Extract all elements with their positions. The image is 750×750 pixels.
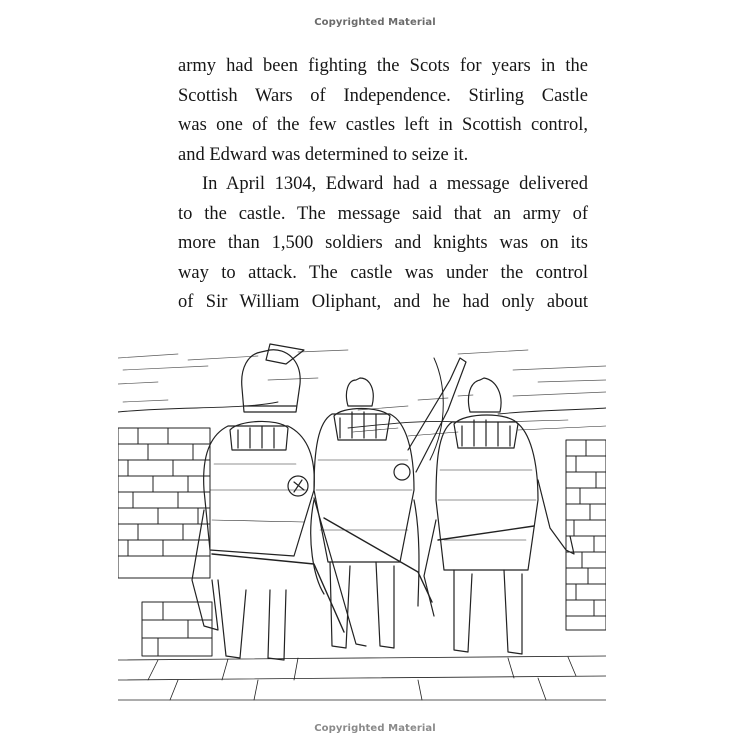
- distant-landscape: [118, 402, 606, 436]
- knights-illustration: [118, 340, 606, 720]
- p2-line-4: way to attack. The castle was under the control: [178, 262, 588, 283]
- knight-right: [424, 378, 574, 654]
- sky-hatching: [118, 350, 606, 410]
- p1-line-4: and Edward was determined to seize it.: [178, 144, 469, 165]
- stone-floor: [118, 656, 606, 700]
- p2-line-3: more than 1,500 soldiers and knights was on its: [178, 233, 588, 253]
- p2-line-1: In April 1304, Edward had a message delivered: [202, 174, 588, 194]
- right-crenellation: [566, 440, 606, 630]
- knight-middle: [311, 358, 466, 648]
- p1-line-2: Scottish Wars of Independence. Stirling Castle: [178, 85, 588, 106]
- left-crenellation: [118, 428, 212, 656]
- p1-line-3: was one of the few castles left in Scottish control,: [178, 115, 588, 135]
- copyright-watermark-top: Copyrighted Material: [314, 17, 436, 28]
- copyright-watermark-bottom: Copyrighted Material: [314, 723, 436, 734]
- p2-line-5: of Sir William Oliphant, and he had only about: [178, 292, 588, 312]
- knight-left: [192, 344, 366, 660]
- body-text: [178, 52, 588, 318]
- p2-line-2: to the castle. The message said that an army of: [178, 203, 588, 224]
- p1-line-1: army had been fighting the Scots for years in the: [178, 56, 588, 76]
